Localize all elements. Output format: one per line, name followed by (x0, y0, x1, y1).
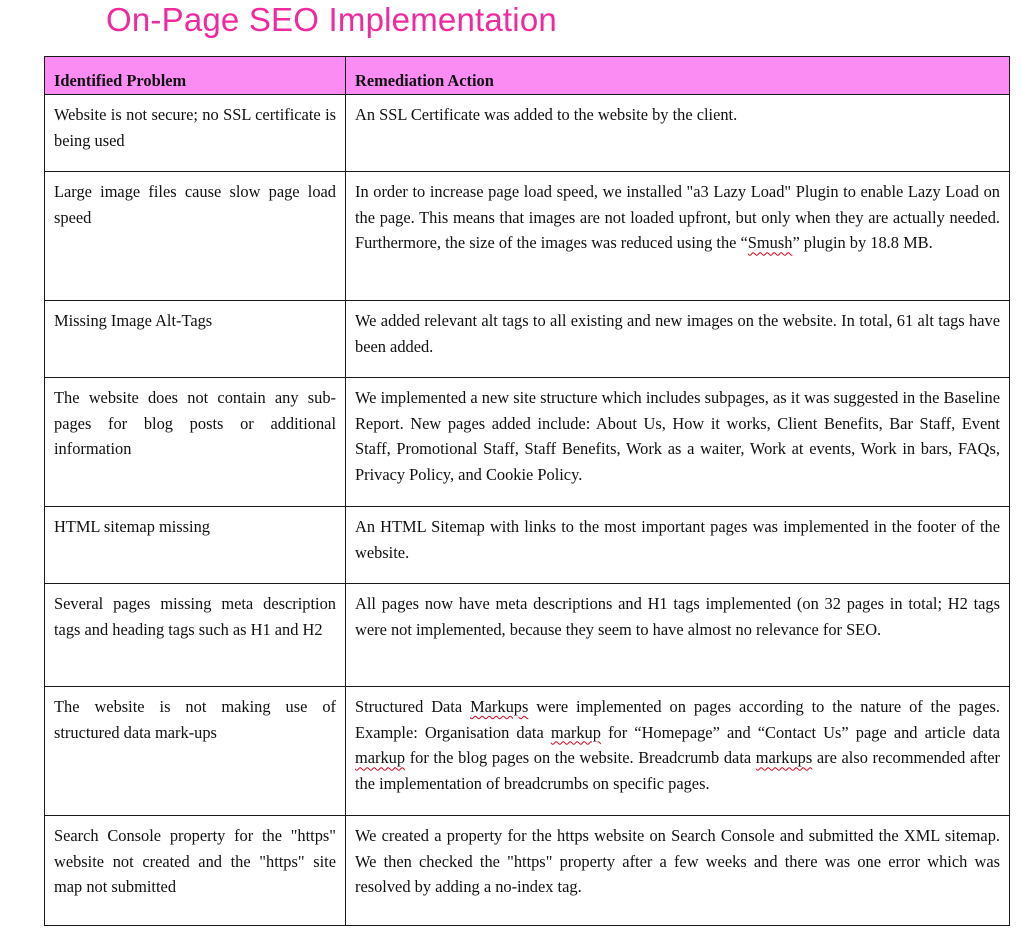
table-row (45, 815, 1010, 925)
problem-cell: The website does not contain any sub-pages for blog posts or additional information (45, 377, 346, 506)
action-cell: We added relevant alt tags to all existing and new images on the website. In total, 61 alt tags have been added. (346, 300, 1010, 377)
problem-cell: HTML sitemap missing (45, 506, 346, 583)
action-cell: All pages now have meta descriptions and H1 tags implemented (on 32 pages in total; H2 tags were not implemented, because they seem to have almost no relevance for SEO. (346, 583, 1010, 686)
header-remediation-action: Remediation Action (346, 57, 1010, 95)
table-row (45, 506, 1010, 583)
table-row (45, 171, 1010, 300)
spellcheck-word: markups (755, 748, 813, 768)
seo-remediation-table (44, 56, 1010, 926)
table-row (45, 94, 1010, 171)
table-header-row (45, 57, 1010, 95)
spellcheck-word: Smush (747, 233, 793, 253)
action-cell: We implemented a new site structure which includes subpages, as it was suggested in the Baseline Report. New pages added include: About Us, How it works, Client Benefits, Bar Staff, Event Staff, Promotional Staff, Staff Benefits, Work as a waiter, Work at events, Work in bars, FAQs, Privacy Policy, and Cookie Policy. (346, 377, 1010, 506)
problem-cell: Missing Image Alt-Tags (45, 300, 346, 377)
problem-cell: Large image files cause slow page load speed (45, 171, 346, 300)
action-cell: An HTML Sitemap with links to the most important pages was implemented in the footer of the website. (346, 506, 1010, 583)
spellcheck-word: markup (355, 748, 406, 768)
action-cell: We created a property for the https website on Search Console and submitted the XML sitemap. We then checked the "https" property after a few weeks and there was one error which was resolved by adding a no-index tag. (346, 815, 1010, 925)
table-row (45, 300, 1010, 377)
problem-cell: Search Console property for the "https" website not created and the "https" site map not submitted (45, 815, 346, 925)
problem-cell: The website is not making use of structured data mark-ups (45, 686, 346, 815)
action-cell: An SSL Certificate was added to the website by the client. (346, 94, 1010, 171)
table-row (45, 686, 1010, 815)
table-row (45, 583, 1010, 686)
action-cell: In order to increase page load speed, we installed "a3 Lazy Load" Plugin to enable Lazy Load on the page. This means that images are not loaded upfront, but only when they are actually needed. Furthermore, the size of the images was reduced using the “Smush” plugin by 18.8 MB. (346, 171, 1010, 300)
problem-cell: Website is not secure; no SSL certificate is being used (45, 94, 346, 171)
spellcheck-word: Markups (470, 696, 529, 716)
spellcheck-word: markup (550, 722, 601, 742)
page-title: On-Page SEO Implementation (106, 1, 557, 38)
problem-cell: Several pages missing meta description tags and heading tags such as H1 and H2 (45, 583, 346, 686)
header-identified-problem: Identified Problem (45, 57, 346, 95)
action-cell: Structured Data Markups were implemented on pages according to the nature of the pages. Example: Organisation data markup for “Homepage” and “Contact Us” page and article data markup for the blog pages on the website. Breadcrumb data markups are also recommended after the implementation of breadcrumbs on specific pages. (346, 686, 1010, 815)
table-row (45, 377, 1010, 506)
